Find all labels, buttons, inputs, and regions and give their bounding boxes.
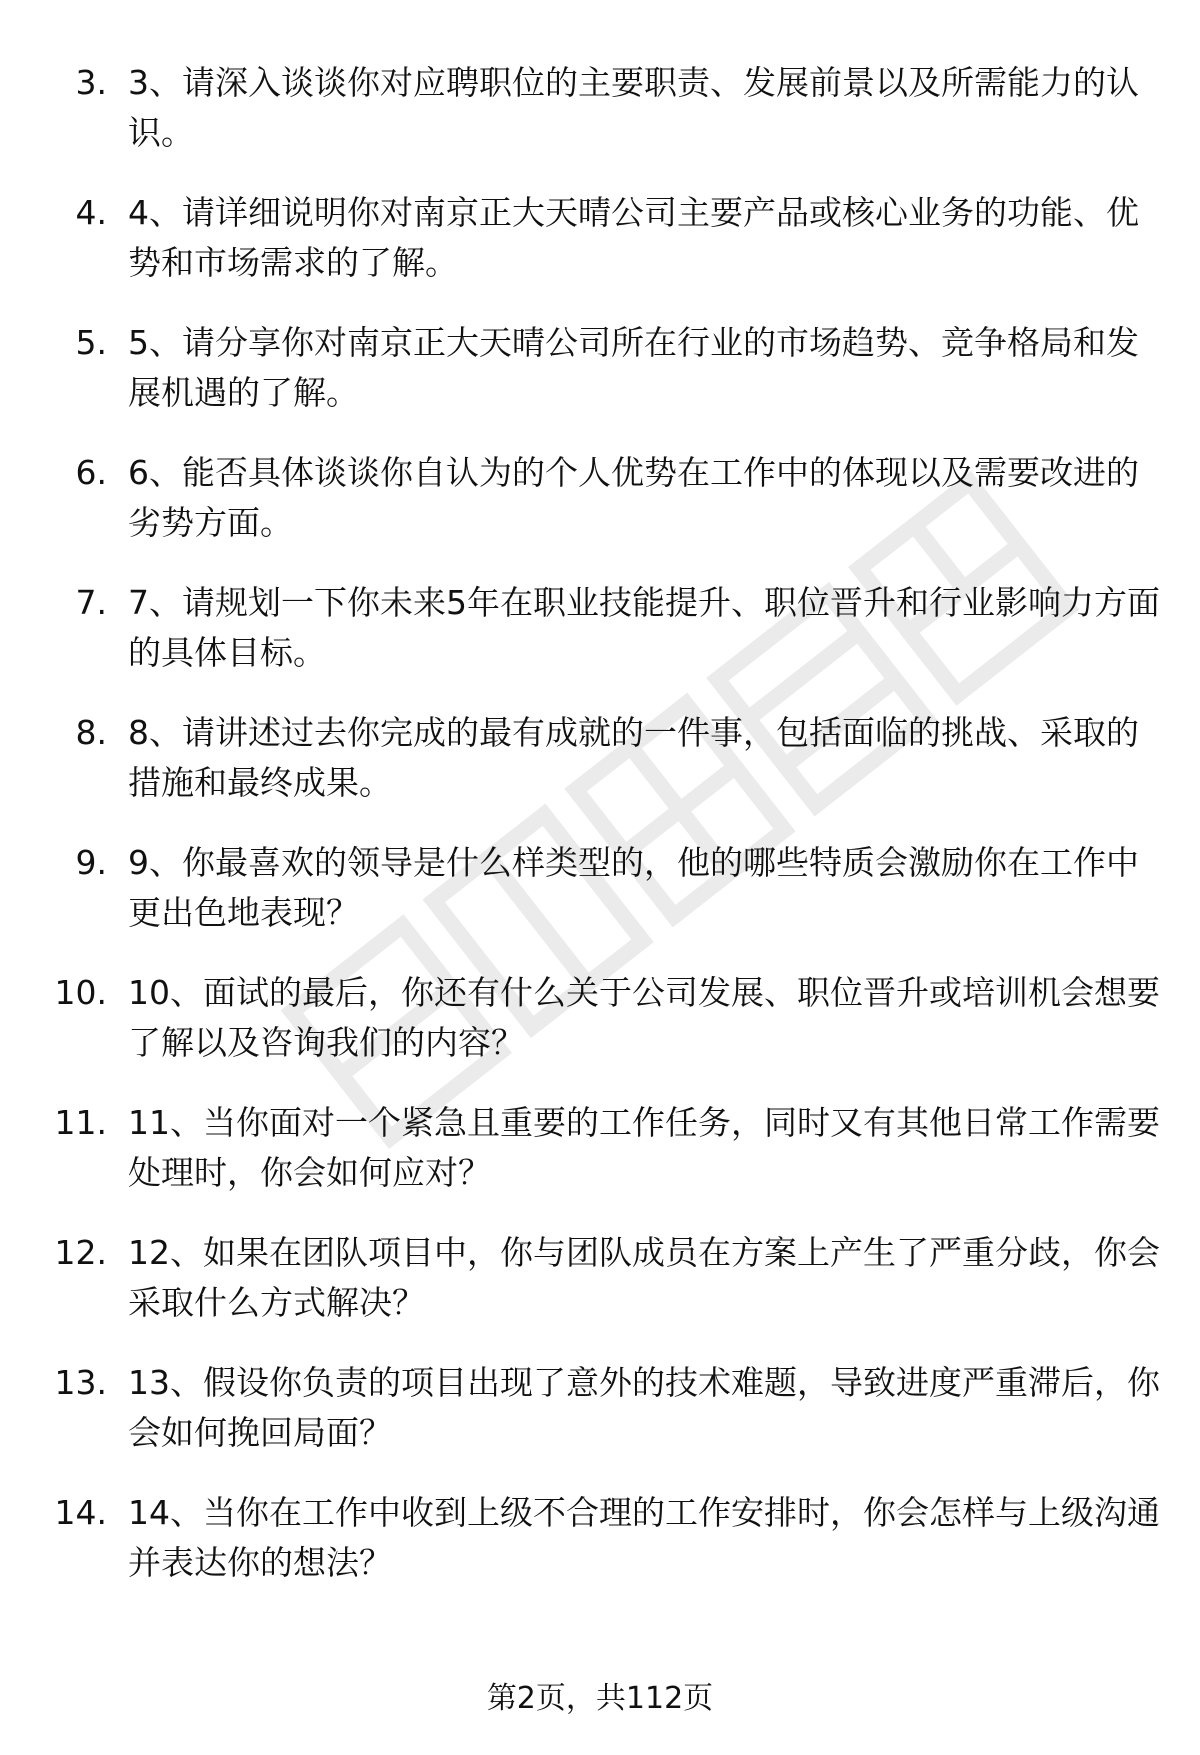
list-item: [0, 968, 1200, 1098]
question-text: 12、如果在团队项目中，你与团队成员在方案上产生了严重分歧，你会采取什么方式解决？: [128, 1233, 1160, 1322]
question-number: 10.: [54, 973, 107, 1012]
question-number: 11.: [54, 1103, 107, 1142]
list-item: [0, 1488, 1200, 1618]
list-item: [0, 1228, 1200, 1358]
question-text: 9、你最喜欢的领导是什么样类型的，他的哪些特质会激励你在工作中更出色地表现？: [128, 843, 1139, 932]
question-text: 14、当你在工作中收到上级不合理的工作安排时，你会怎样与上级沟通并表达你的想法？: [128, 1493, 1160, 1582]
question-text: 13、假设你负责的项目出现了意外的技术难题，导致进度严重滞后，你会如何挽回局面？: [128, 1363, 1160, 1452]
list-item: [0, 58, 1200, 188]
list-item: [0, 1358, 1200, 1488]
question-list: [0, 58, 1200, 1618]
question-number: 9.: [75, 843, 107, 882]
list-item: [0, 838, 1200, 968]
question-text: 3、请深入谈谈你对应聘职位的主要职责、发展前景以及所需能力的认识。: [128, 63, 1139, 152]
question-number: 5.: [75, 323, 107, 362]
question-number: 3.: [75, 63, 107, 102]
question-text: 8、请讲述过去你完成的最有成就的一件事，包括面临的挑战、采取的措施和最终成果。: [128, 713, 1139, 802]
question-number: 8.: [75, 713, 107, 752]
question-number: 14.: [54, 1493, 107, 1532]
question-text: 4、请详细说明你对南京正大天晴公司主要产品或核心业务的功能、优势和市场需求的了解。: [128, 193, 1139, 282]
list-item: [0, 448, 1200, 578]
question-number: 13.: [54, 1363, 107, 1402]
list-item: [0, 188, 1200, 318]
list-item: [0, 1098, 1200, 1228]
question-text: 7、请规划一下你未来5年在职业技能提升、职位晋升和行业影响力方面的具体目标。: [128, 583, 1160, 672]
question-number: 12.: [54, 1233, 107, 1272]
list-item: [0, 708, 1200, 838]
question-text: 11、当你面对一个紧急且重要的工作任务，同时又有其他日常工作需要处理时，你会如何应对？: [128, 1103, 1160, 1192]
question-text: 6、能否具体谈谈你自认为的个人优势在工作中的体现以及需要改进的劣势方面。: [128, 453, 1139, 542]
question-text: 10、面试的最后，你还有什么关于公司发展、职位晋升或培训机会想要了解以及咨询我们的内容？: [128, 973, 1160, 1062]
question-text: 5、请分享你对南京正大天晴公司所在行业的市场趋势、竞争格局和发展机遇的了解。: [128, 323, 1139, 412]
list-item: [0, 318, 1200, 448]
question-number: 6.: [75, 453, 107, 492]
page-number: 第2页，共112页: [486, 1681, 714, 1716]
question-number: 7.: [75, 583, 107, 622]
question-number: 4.: [75, 193, 107, 232]
list-item: [0, 578, 1200, 708]
